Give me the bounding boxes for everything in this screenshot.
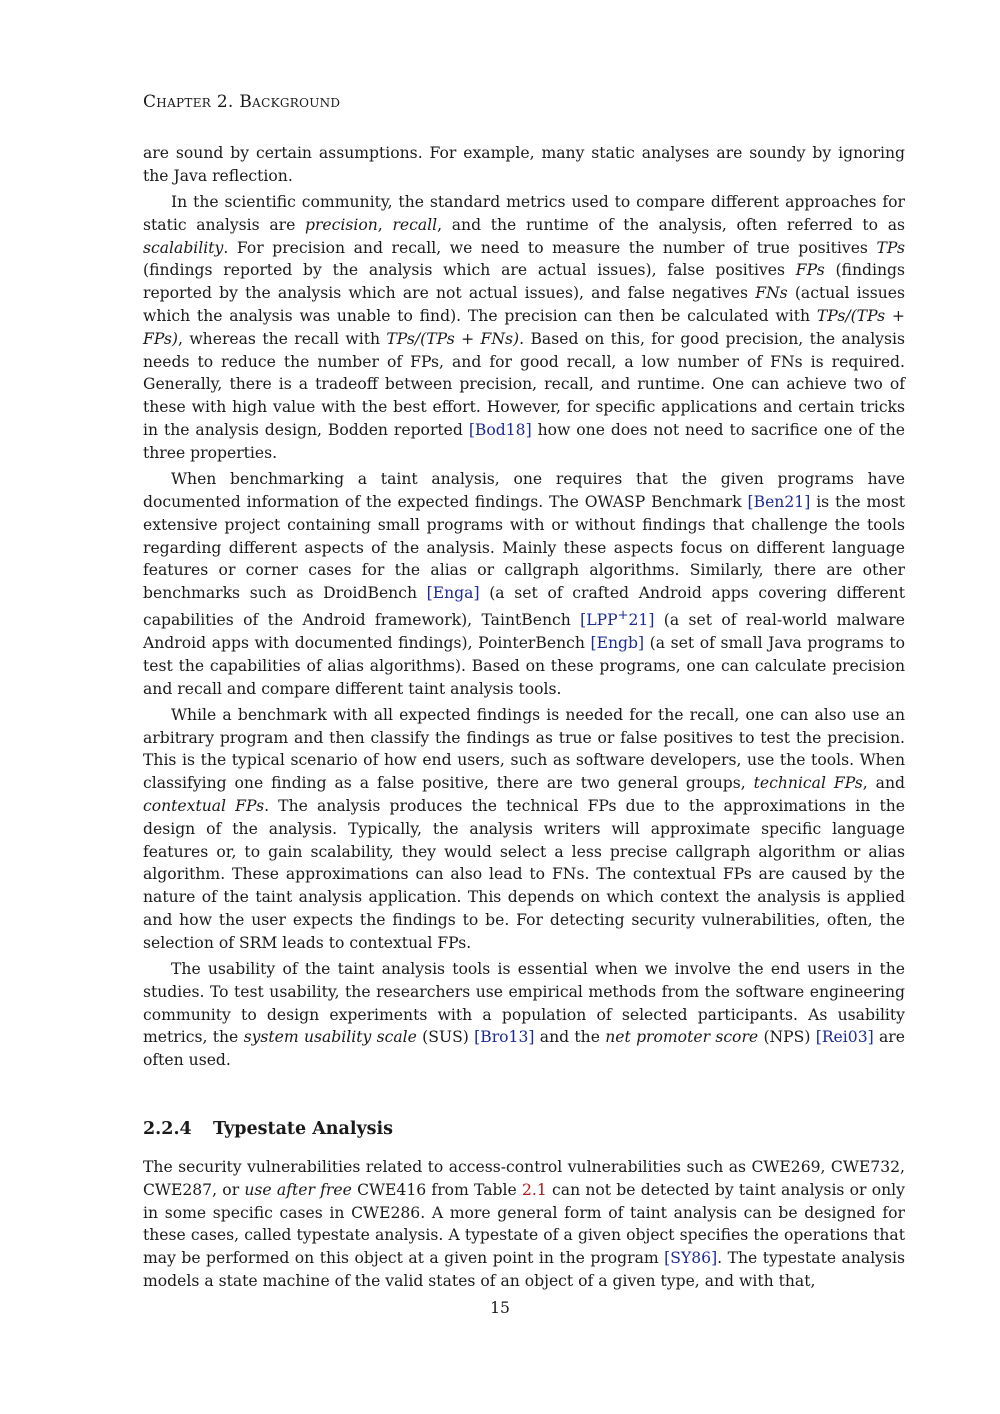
paragraph-benchmarks — [143, 468, 905, 700]
text-run: . The typestate analysis models a state machine of the valid states of an object of a given type, and with that, — [143, 1249, 905, 1291]
text-run: In the scientific community, the standard metrics used to compare different approaches for static analysis are — [143, 193, 905, 234]
text-run: While a benchmark with all expected findings is needed for the recall, one can also use an arbitrary program and then classify the findings as true or false positives to test the precision. This is the typical scenario of how end users, such as software developers, use the tools. When classifying one finding as a false positive, there are two general groups, — [143, 705, 905, 793]
text-run: (NPS) — [758, 1028, 816, 1047]
term-fns: FNs — [755, 284, 788, 303]
text-run: can not be detected by taint analysis or only in some specific cases in CWE286. A more general form of taint analysis can be designed for these cases, called typestate analysis. A typestate of a given object specifies the operations that may be performed on this object at a given point in the program — [143, 1180, 905, 1268]
section-title: Typestate Analysis — [213, 1119, 394, 1140]
text-run: (a set of small Java programs to test the capabilities of alias algorithms). Based on these programs, one can calculate precision and recall and compare different taint analysis tools. — [143, 633, 905, 698]
citation-part: 21] — [628, 611, 655, 630]
citation-bod18[interactable]: [Bod18] — [468, 421, 532, 440]
citation-bro13[interactable]: [Bro13] — [474, 1028, 535, 1047]
section-heading — [143, 1116, 905, 1142]
running-header: Chapter 2. Background — [143, 92, 341, 112]
text-run: . Based on this, for good precision, the analysis needs to reduce the number of FPs, and for good recall, a low number of FNs is required. Generally, there is a tradeoff between precision, recall, and runtime. One can achieve two of these with high value with the best effort. However, for specific applications and certain tricks in the analysis design, Bodden reported — [143, 329, 905, 440]
paragraph-metrics — [143, 191, 905, 465]
citation-superscript: + — [617, 607, 629, 623]
text-run: , — [377, 215, 393, 234]
term-sus: system usability scale — [243, 1028, 417, 1047]
citation-lpp21[interactable] — [580, 607, 655, 630]
term-precision: precision — [304, 215, 378, 234]
formula-recall: TPs/(TPs + FNs) — [386, 329, 520, 348]
text-run: (a set of real-world malware Android apps with documented findings), PointerBench — [143, 611, 905, 652]
text-run: , and the runtime of the analysis, often referred to as — [437, 215, 905, 234]
text-run: (findings reported by the analysis which are not actual issues), and false negatives — [143, 261, 906, 303]
text-run: . The analysis produces the technical FPs due to the approximations in the design of the analysis. Typically, the analysis writers will approximate specific language features or, to gain scalability, they would select a less precise callgraph algorithm or alias algorithm. These approximations can also lead to FNs. The contextual FPs are caused by the nature of the taint analysis application. This depends on which context the analysis is applied and how the user expects the findings to be. For detecting security vulnerabilities, often, the selection of SRM leads to contextual FPs. — [143, 797, 905, 952]
text-run: (findings reported by the analysis which are actual issues), false positives — [143, 261, 796, 280]
term-scalability: scalability — [143, 238, 224, 257]
text-run: and the — [534, 1028, 606, 1047]
term-technical-fps: technical FPs — [753, 774, 863, 793]
text-run: . For precision and recall, we need to measure the number of true positives — [223, 238, 877, 257]
paragraph-false-positives — [143, 704, 905, 955]
term-recall: recall — [392, 215, 438, 234]
text-run: is the most extensive project containing small programs with or without findings that challenge the tools regarding different aspects of the analysis. Mainly these aspects focus on different language features or corner cases for the alias or callgraph algorithms. Similarly, there are other benchmarks such as DroidBench — [143, 492, 906, 603]
text-run: how one does not need to sacrifice one of the three properties. — [143, 421, 905, 462]
citation-ben21[interactable]: [Ben21] — [747, 492, 811, 511]
term-fps: FPs — [795, 261, 825, 280]
paragraph-usability — [143, 958, 905, 1072]
body-text — [143, 142, 905, 1296]
text-run: When benchmarking a taint analysis, one requires that the given programs have documented information of the expected findings. The OWASP Benchmark — [143, 470, 905, 511]
text-run: are often used. — [143, 1028, 905, 1070]
text-run: (actual issues which the analysis was unable to find). The precision can then be calculated with — [143, 284, 906, 326]
text-run: The usability of the taint analysis tools is essential when we involve the end users in the studies. To test usability, the researchers use empirical methods from the software engineering community to design experiments with a population of selected participants. As usability metrics, the — [143, 960, 905, 1047]
citation-enga[interactable]: [Enga] — [426, 584, 480, 603]
paragraph-typestate — [143, 1156, 905, 1293]
paragraph-continued — [143, 142, 905, 188]
section-number: 2.2.4 — [143, 1119, 192, 1140]
text-run: are sound by certain assumptions. For example, many static analyses are soundy by ignoring the Java reflection. — [143, 144, 905, 185]
text-run: (SUS) — [416, 1028, 475, 1047]
page-number: 15 — [490, 1299, 510, 1317]
text-run: CWE416 from Table — [351, 1180, 522, 1199]
term-contextual-fps: contextual FPs — [143, 797, 265, 815]
text-run: , whereas the recall with — [177, 329, 387, 348]
term-nps: net promoter score — [605, 1028, 759, 1047]
formula-precision: TPs/(TPs + FPs) — [143, 307, 905, 348]
term-tps: TPs — [876, 238, 905, 257]
term-use-after-free: use after free — [244, 1180, 352, 1199]
text-run: (a set of crafted Android apps covering different capabilities of the Android framework), TaintBench — [143, 584, 905, 630]
citation-part: [LPP — [580, 611, 618, 630]
citation-engb[interactable]: [Engb] — [590, 633, 645, 652]
text-run: The security vulnerabilities related to access-control vulnerabilities such as CWE269, CWE732, CWE287, or — [143, 1158, 905, 1199]
text-run: , and — [862, 774, 905, 793]
citation-sy86[interactable]: [SY86] — [664, 1249, 718, 1268]
table-reference[interactable]: 2.1 — [521, 1180, 547, 1199]
citation-rei03[interactable]: [Rei03] — [815, 1028, 874, 1047]
